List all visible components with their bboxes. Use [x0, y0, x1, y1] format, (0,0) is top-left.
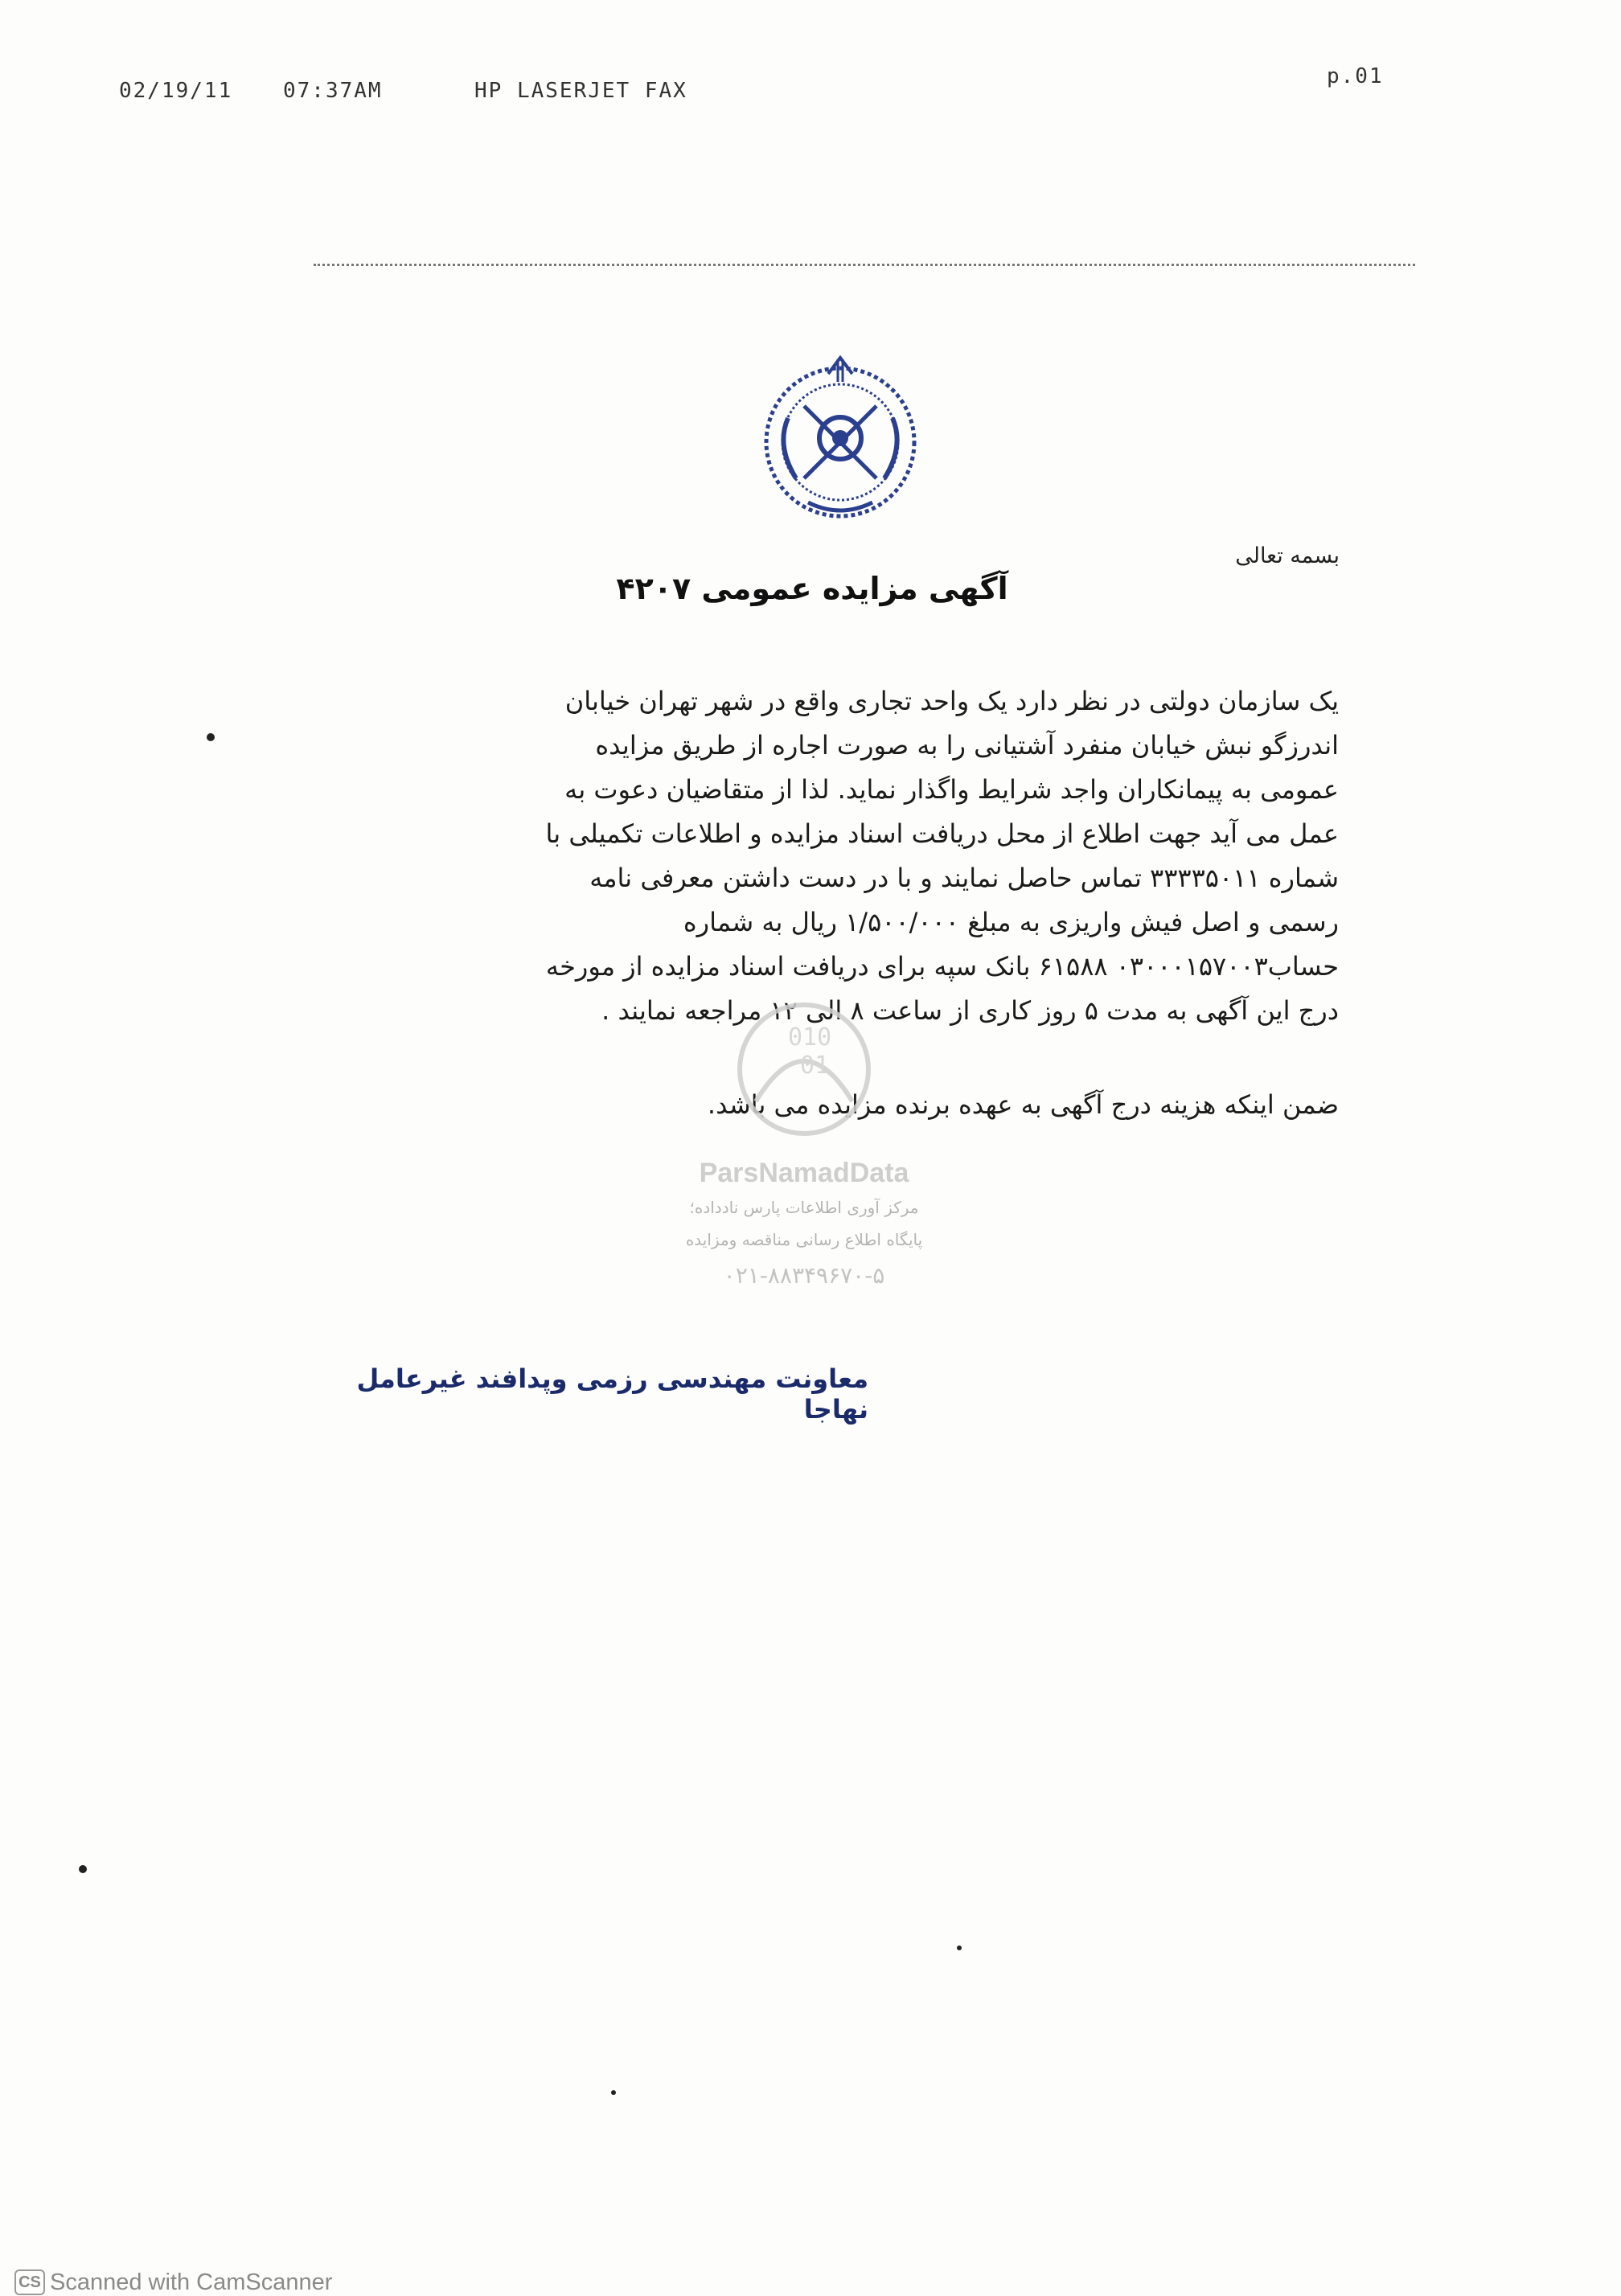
body-line: یک سازمان دولتی در نظر دارد یک واحد تجاری واقع در شهر تهران خیابان [564, 686, 1339, 716]
body-line: رسمی و اصل فیش واریزی به مبلغ ۱/۵۰۰/۰۰۰ ریال به شماره [683, 907, 1339, 937]
body-line: حساب۰۳۰۰۰۱۵۷۰۰۳ ۶۱۵۸۸ بانک سپه برای دریافت اسناد مزایده از مورخه [545, 951, 1339, 982]
fax-header [0, 64, 1621, 111]
fax-device-name: HP LASERJET FAX [474, 79, 687, 103]
fax-time: 07:37AM [283, 79, 383, 103]
fax-date: 02/19/11 [119, 79, 233, 103]
body-line: اندرزگو نبش خیابان منفرد آشتیانی را به صورت اجاره از طریق مزایده [595, 730, 1339, 761]
svg-text:010: 010 [788, 1023, 832, 1052]
scanner-footer [14, 2269, 332, 2293]
body-line: شماره ۳۳۳۳۵۰۱۱ تماس حاصل نمایند و با در دست داشتن معرفی نامه [589, 863, 1339, 893]
body-line: عمل می آید جهت اطلاع از محل دریافت اسناد مزایده و اطلاعات تکمیلی با [545, 818, 1339, 849]
signature-block: معاونت مهندسی رزمی وپدافند غیرعامل نهاجا [356, 1363, 868, 1425]
watermark-phone: ۰۲۱-۸۸۳۴۹۶۷۰-۵ [723, 1262, 885, 1289]
scan-speck [957, 1945, 962, 1950]
scan-speck [207, 733, 215, 741]
notice-title: آگهی مزایده عمومی ۴۲۰۷ [616, 571, 1008, 606]
army-emblem-icon [748, 342, 933, 527]
watermark-logo-icon [627, 973, 981, 1158]
fax-page-number: p.01 [1327, 64, 1384, 88]
svg-text:01: 01 [800, 1052, 830, 1080]
camscanner-logo-icon: CS [14, 2269, 45, 2295]
watermark-site-name: ParsNamadData [699, 1158, 909, 1188]
scanner-footer-text: Scanned with CamScanner [50, 2269, 333, 2295]
fax-divider [314, 264, 1415, 266]
cost-note: ضمن اینکه هزینه درج آگهی به عهده برنده مزایده می باشد. [707, 1089, 1339, 1120]
watermark-line: پایگاه اطلاع رسانی مناقصه ومزایده [685, 1230, 923, 1249]
scan-speck [611, 2090, 616, 2095]
salutation: بسمه تعالی [1235, 543, 1340, 568]
body-line: عمومی به پیمانکاران واجد شرایط واگذار نماید. لذا از متقاضیان دعوت به [564, 774, 1339, 805]
watermark-line: مرکز آوری اطلاعات پارس نادداده؛ [689, 1198, 919, 1217]
watermark-stamp [627, 973, 981, 1294]
scan-speck [79, 1865, 87, 1873]
body-line: درج این آگهی به مدت ۵ روز کاری از ساعت ۸ الی ۱۲ مراجعه نمایند . [601, 995, 1339, 1026]
